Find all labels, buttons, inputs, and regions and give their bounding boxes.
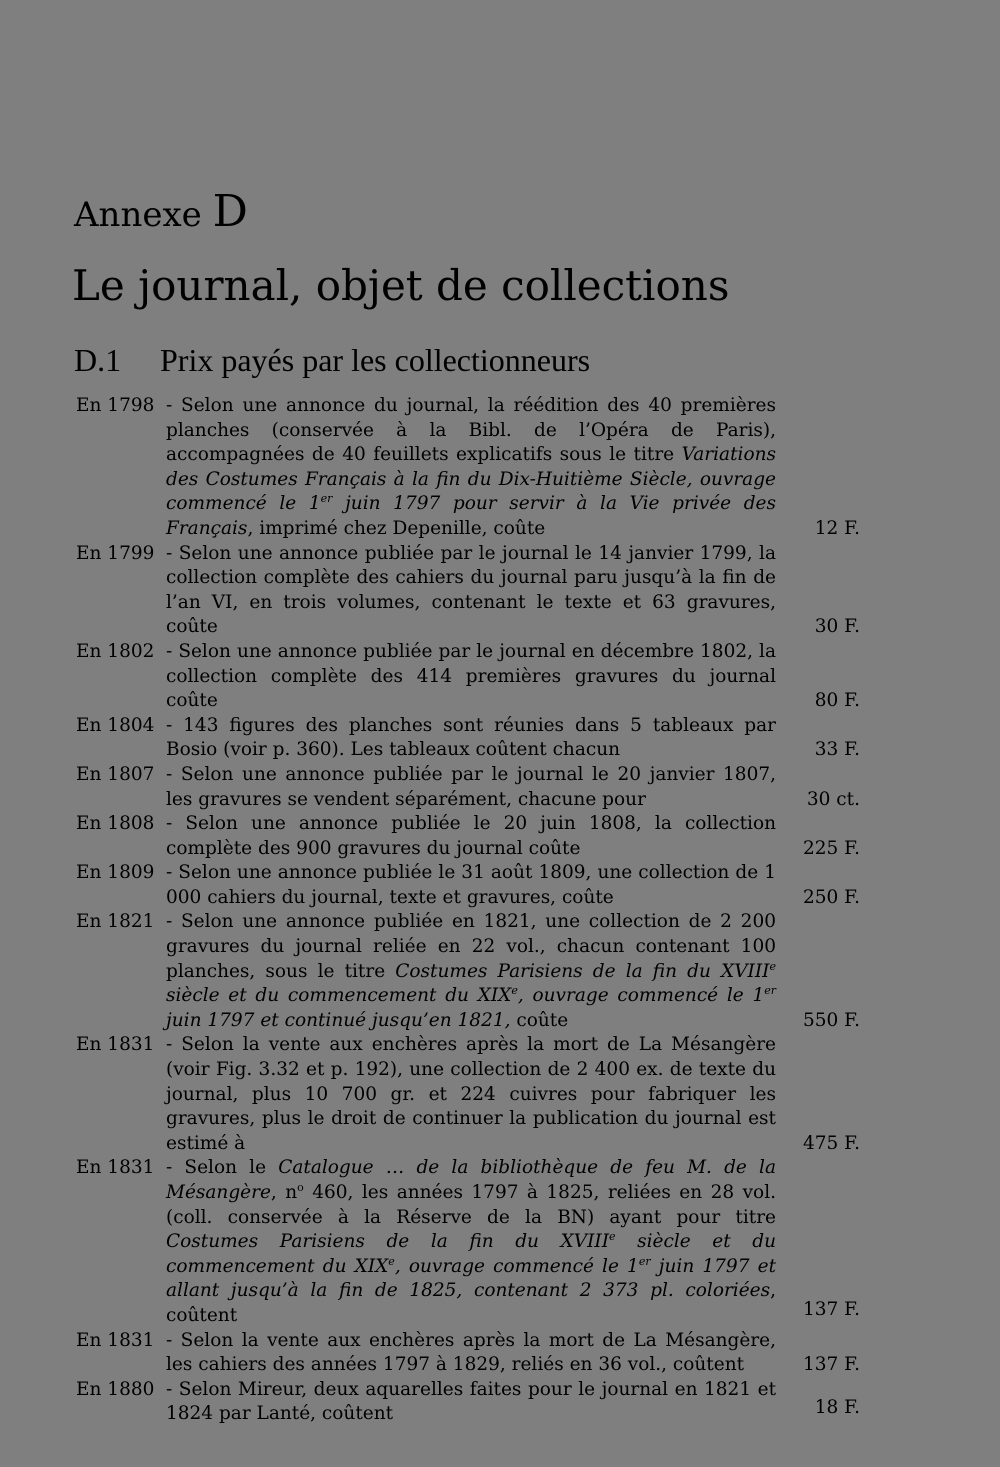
entry-price: 137 F. [802, 1298, 860, 1320]
list-item [76, 1033, 866, 1156]
entry-year: En 1831 [76, 1034, 155, 1056]
entry-price: 18 F. [814, 1397, 860, 1419]
entry-description: - Selon une annonce publiée le 20 juin 1808, la collection complète des 900 gravures du journal coûte [166, 813, 776, 859]
desc-sup: er [764, 984, 776, 998]
annexe-letter: D [212, 186, 248, 237]
annexe-prefix: Annexe [74, 195, 202, 235]
entry-price: 12 F. [814, 517, 860, 539]
desc-text: coûte [510, 1009, 569, 1031]
desc-title: juin 1797 et continué jusqu’en 1821, [166, 1009, 511, 1031]
entry-year: En 1807 [76, 763, 155, 785]
desc-text: - Selon le [166, 1157, 279, 1179]
entry-year: En 1831 [76, 1157, 155, 1179]
entry-description [166, 394, 776, 542]
entry-price: 550 F. [802, 1009, 860, 1031]
entry-description: - Selon une annonce publiée par le journal le 20 janvier 1807, les gravures se vendent séparément, chacune pour [166, 763, 776, 810]
desc-sup: e [769, 959, 776, 973]
entry-price: 30 ct. [806, 788, 860, 810]
desc-title: Costumes Parisiens de la fin du XVIII [166, 1231, 609, 1253]
list-item [76, 714, 866, 763]
desc-text: , n [270, 1182, 298, 1203]
entry-year: En 1809 [76, 862, 155, 884]
list-item [76, 394, 866, 542]
entry-year: En 1821 [76, 911, 155, 933]
desc-title: Variations des Costumes Français à la fin du Dix-Huitième Siècle, ouvrage commencé le 1 [166, 444, 776, 515]
entry-year: En 1808 [76, 813, 155, 835]
list-item [76, 812, 866, 861]
desc-text: - Selon une annonce du journal, la réédition des 40 premières planches (conservée à la Bibl. de l’Opéra de Paris), accompagnées de 40 feuillets explicatifs sous le titre [166, 395, 776, 466]
entry-description: - 143 figures des planches sont réunies dans 5 tableaux par Bosio (voir p. 360). Les tableaux coûtent chacun [166, 714, 776, 761]
desc-text: 460, les années 1797 à 1825, reliées en 28 vol. (coll. conservée à la Réserve de la BN) ayant pour titre [166, 1182, 776, 1228]
desc-text: , coûtent [166, 1280, 776, 1326]
desc-title: siècle et du commencement du XIX [166, 985, 512, 1007]
entry-description: - Selon une annonce publiée le 31 août 1809, une collection de 1 000 cahiers du journal, texte et gravures, coûte [166, 862, 776, 908]
list-item [76, 640, 866, 714]
entry-year: En 1880 [76, 1378, 155, 1400]
entry-description [166, 1156, 776, 1328]
list-item [76, 542, 866, 640]
section-heading [74, 338, 590, 382]
desc-title: , ouvrage commencé le 1 [517, 985, 765, 1007]
desc-sup: e [388, 1254, 395, 1268]
entry-description: - Selon Mireur, deux aquarelles faites pour le journal en 1821 et 1824 par Lanté, coûtent [166, 1378, 776, 1425]
desc-sup: er [638, 1254, 651, 1268]
desc-sup: er [320, 492, 333, 506]
entry-price: 30 F. [814, 616, 860, 638]
entry-price: 80 F. [814, 690, 860, 712]
entry-year: En 1798 [76, 395, 155, 416]
chapter-title: Le journal, objet de collections [72, 261, 730, 310]
desc-title: Catalogue … de la bibliothèque de feu M. de la Mésangère [166, 1157, 776, 1203]
desc-text: - Selon une annonce publiée en 1821, une collection de 2 200 gravures du journal reliée en 22 vol., chacun contenant 100 planches, sous le titre [166, 911, 776, 982]
entry-price: 225 F. [802, 837, 860, 859]
section-title: Prix payés par les collectionneurs [160, 342, 591, 378]
list-item [76, 861, 866, 910]
desc-title: juin 1797 pour servir à la Vie privée des Français [166, 493, 776, 539]
entry-description: - Selon une annonce publiée par le journal le 14 janvier 1799, la collection complète des cahiers du journal paru jusqu’à la fin de l’an VI, en trois volumes, contenant le texte et 63 gravures, coûte [166, 542, 776, 638]
desc-title: juin 1797 et allant jusqu’à la fin de 1825, contenant 2 373 pl. coloriées [166, 1255, 777, 1302]
entry-description: - Selon la vente aux enchères après la mort de La Mésangère, les cahiers des années 1797 à 1829, reliés en 36 vol., coûtent [166, 1329, 776, 1376]
desc-sup: o [297, 1180, 304, 1194]
desc-text: , imprimé chez Depenille, coûte [247, 517, 546, 539]
section-number: D.1 [74, 342, 122, 378]
list-item [76, 1378, 866, 1427]
entry-year: En 1804 [76, 714, 155, 736]
desc-title: , ouvrage commencé le 1 [394, 1255, 639, 1277]
desc-sup: e [511, 984, 518, 998]
annexe-heading [74, 188, 248, 239]
entry-price: 33 F. [814, 739, 860, 761]
desc-title: Costumes Parisiens de la fin du XVIII [395, 960, 770, 982]
entry-year: En 1799 [76, 542, 155, 564]
desc-title: siècle et du commencement du XIX [166, 1231, 776, 1277]
entry-price: 250 F. [802, 886, 860, 908]
desc-sup: e [609, 1230, 616, 1244]
entry-price: 137 F. [802, 1354, 860, 1376]
entry-description [166, 910, 776, 1033]
list-item [76, 910, 866, 1033]
entry-description: - Selon la vente aux enchères après la mort de La Mésangère (voir Fig. 3.32 et p. 192), une collection de 2 400 ex. de texte du journal, plus 10 700 gr. et 224 cuivres pour fabriquer les gravures, plus le droit de continuer la publication du journal est estimé à [166, 1034, 776, 1154]
entry-price: 475 F. [802, 1132, 860, 1154]
entry-description: - Selon une annonce publiée par le journal en décembre 1802, la collection complète des 414 premières gravures du journal coûte [166, 640, 776, 712]
price-list [76, 394, 866, 1427]
list-item [76, 1329, 866, 1378]
list-item [76, 763, 866, 812]
entry-year: En 1802 [76, 640, 155, 662]
entry-year: En 1831 [76, 1329, 155, 1351]
list-item [76, 1156, 866, 1328]
